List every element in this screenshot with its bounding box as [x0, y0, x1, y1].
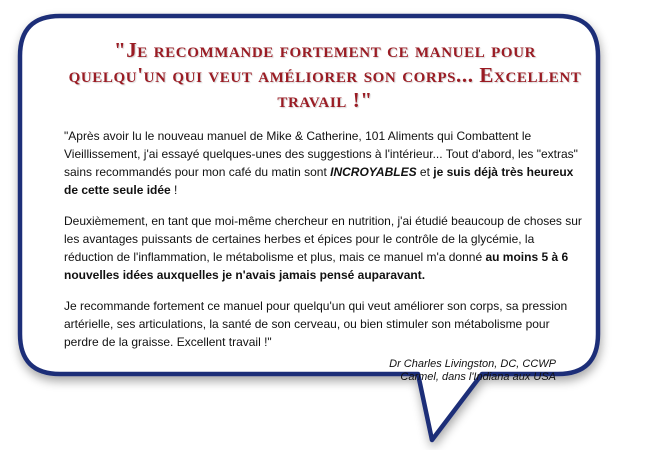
- paragraph-2-text: Deuxièmement, en tant que moi-même chercheur en nutrition, j'ai étudié beaucoup de choses sur les avantages puissants de certaines herbes et épices pour le contrôle de la glycémie, la réduction de l'inflammation, le métabolisme et plus, mais ce manuel m'a donné: [64, 214, 582, 264]
- signature: [64, 358, 586, 384]
- signature-name: Dr Charles Livingston, DC, CCWP: [389, 358, 556, 370]
- paragraph-1: [64, 127, 586, 199]
- emphasis-happy: je suis déjà très heureux de cette seule idée: [64, 165, 574, 197]
- paragraph-2: [64, 212, 586, 284]
- paragraph-3: Je recommande fortement ce manuel pour quelqu'un qui veut améliorer son corps, sa pression artérielle, ses articulations, la santé de son cerveau, ou bien stimuler son métabolisme pour perdre de la graisse. Excellent travail !": [64, 299, 568, 349]
- paragraph-1-text: "Après avoir lu le nouveau manuel de Mike & Catherine, 101 Aliments qui Combattent le Vieillissement, j'ai essayé quelques-unes des suggestions à l'intérieur... Tout d'abord, les "extras" sains recommandés pour mon café du matin sont: [64, 129, 578, 179]
- emphasis-new-ideas: au moins 5 à 6 nouvelles idées auxquelles je n'avais jamais pensé auparavant.: [64, 250, 569, 282]
- testimonial-content: [64, 38, 586, 384]
- paragraph-1-end: !: [170, 183, 178, 197]
- emphasis-incroyables: INCROYABLES: [330, 165, 417, 179]
- headline-quote: "Je recommande fortement ce manuel pour quelqu'un qui veut améliorer son corps... Excellent travail !": [68, 38, 582, 112]
- signature-location: Carmel, dans l'Indiana aux USA: [400, 371, 556, 383]
- paragraph-1-connector: et: [416, 165, 434, 179]
